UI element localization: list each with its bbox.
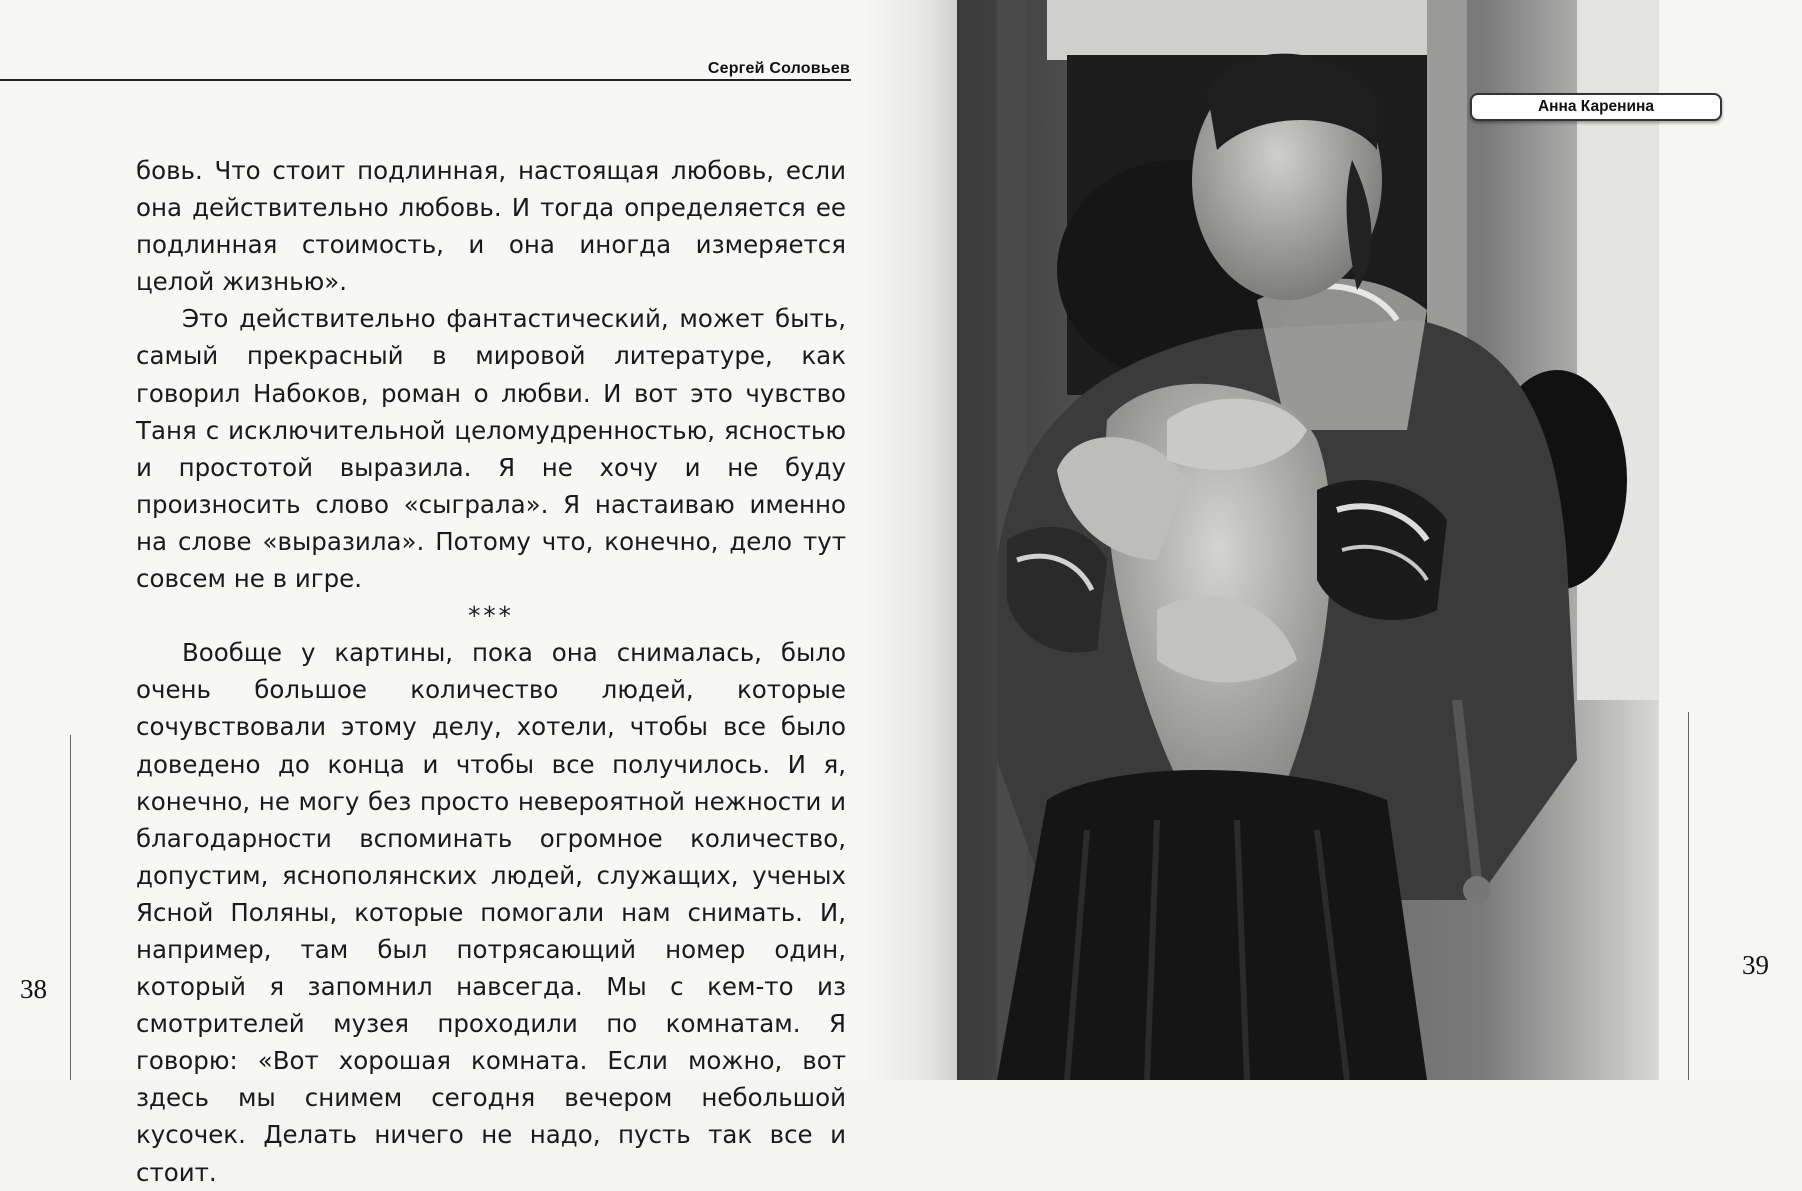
section-break: *** <box>468 601 514 631</box>
page-number-left: 38 <box>20 974 47 1004</box>
body-text <box>136 152 846 1191</box>
paragraph-continuation: бовь. Что стоит подлинная, настоящая любовь, если она действительно любовь. И тогда определяется ее подлинная стоимость, и она иногда измеряется целой жизнью». <box>136 156 846 297</box>
running-head-author: Сергей Соловьев <box>707 60 850 77</box>
margin-rule-right <box>1688 712 1689 1080</box>
page-number-right: 39 <box>1742 950 1769 980</box>
paragraph: Вообще у картины, пока она снималась, было очень большое количество людей, которые сочувствовали этому делу, хотели, чтобы все было доведено до конца и чтобы все получилось. И я, конечно, не могу без просто невероятной нежности и благодарности вспоминать огромное количество, допустим, яснополянских людей, служащих, ученых Ясной Поляны, которые помогали нам снимать. И, например, там был потрясающий номер один, который я запомнил навсегда. Мы с кем-то из смотрителей музея проходили по комнатам. Я говорю: «Вот хорошая комната. Если можно, вот здесь мы снимем сегодня вечером небольшой кусочек. Делать ничего не надо, пусть так все и стоит. <box>136 638 846 1187</box>
photo-illustration <box>957 0 1659 1080</box>
margin-rule-left <box>70 735 71 1080</box>
photo-embracing-couple <box>957 0 1659 1080</box>
photo-caption-tag: Анна Каренина <box>1470 93 1722 121</box>
header-rule <box>0 79 851 81</box>
paragraph: Это действительно фантастический, может быть, самый прекрасный в мировой литературе, как говорил Набоков, роман о любви. И вот это чувство Таня с исключительной целомудренностью, ясностью и простотой выразила. Я не хочу и не буду произносить слово «сыграла». Я настаиваю именно на слове «выразила». Потому что, конечно, дело тут совсем не в игре. <box>136 304 846 594</box>
gutter-shadow <box>862 0 957 1080</box>
